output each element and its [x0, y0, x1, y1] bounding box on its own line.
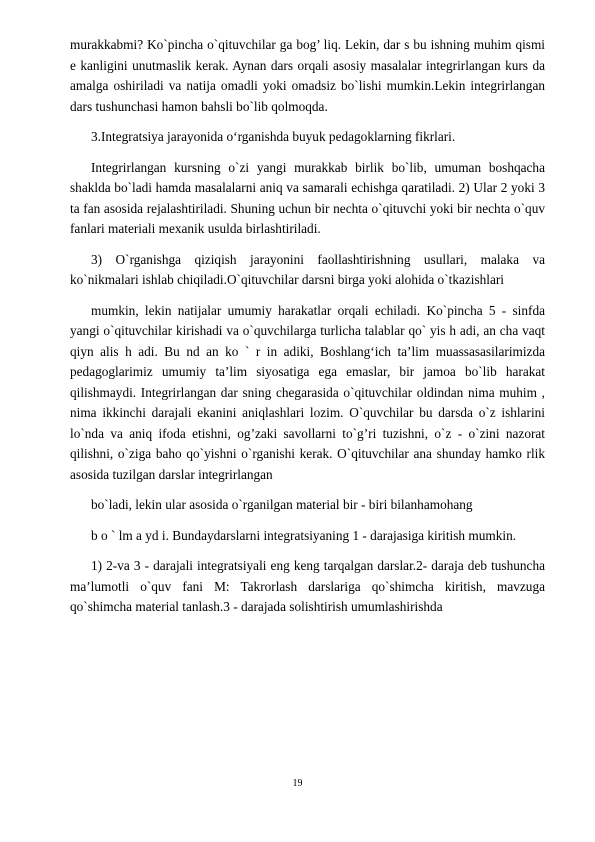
- paragraph-integrated-course: Integrirlangan kursning o`zi yangi murakkab birlik bo`lib, umuman boshqacha shaklda bo`ladi hamda masalalarni aniq va samarali echishga qaratiladi. 2) Ular 2 yoki 3 ta fan asosida rejalashtiriladi. Shuning uchun bir nechta o`qituvchi yoki bir nechta o`quv fanlari materiali mexanik usulda birlashtiriladi.: [70, 159, 545, 236]
- section-heading: 3.Integratsiya jarayonida o‘rganishda buyuk pedagoklarning fikrlari.: [91, 129, 456, 144]
- paragraph-teachers-cooperation: mumkin, lekin natijalar umumiy harakatlar orqali echiladi. Ko`pincha 5 - sinfda yangi o`qituvchilar kirishadi va o`quvchilarga turlicha talablar qo` yis h adi, an cha vaqt qiyn alis h adi. Bu nd an ko ` r in adiki, Boshlang‘ich ta’lim muassasasilarimizda pedagoglarimiz umumiy ta’lim siyosatiga ega emaslar, bir jamoa bo`lib harakat qilishmaydi. Integrirlangan dar sning chegarasida o`qituvchilar oldindan nima muhim , nima ikkinchi darajali ekanini aniqlashlari lozim. O`quvchilar bu darsda o`z ishlarini lo`nda va aniq ifoda etishni, og’zaki savollarni to`g’ri tuzishni, o`z - o`zini nazorat qilishni, o`ziga baho qo`yishni o`rganishi kerak. O`qituvchilar ana shunday hamko rlik asosida tuzilgan darslar integrirlangan: [70, 302, 545, 482]
- page-body: [70, 35, 545, 618]
- paragraph-interest-methods: 3) O`rganishga qiziqish jarayonini faollashtirishning usullari, malaka va ko`nikmalari ishlab chiqiladi.O`qituvchilar darsni birga yoki alohida o`tkazishlari: [70, 251, 545, 287]
- paragraph-continuation: murakkabmi? Ko`pincha o`qituvchilar ga bog’ liq. Lekin, dar s bu ishning muhim qismi e kanligini unutmaslik kerak. Aynan dars orqali asosiy masalalar integrirlangan kurs da amalga oshiriladi va natija omadli yoki omadsiz bo`lishi mumkin.Lekin integrirlangan dars tushunchasi hamon bahsli bo`lib qolmoqda.: [70, 37, 545, 114]
- paragraph-level-one: b o ` lm a yd i. Bundaydarslarni integratsiyaning 1 - darajasiga kiritish mumkin.: [91, 527, 517, 543]
- paragraph-levels-two-three: 1) 2-va 3 - darajali integratsiyali eng keng tarqalgan darslar.2- daraja deb tushuncha ma’lumotli o`quv fani M: Takrorlash darslariga qo`shimcha kiritish, mavzuga qo`shimcha material tanlash.3 - darajada solishtirish umumlashirishda: [70, 558, 545, 614]
- page-number: 19: [292, 778, 303, 789]
- paragraph-harmony: bo`ladi, lekin ular asosida o`rganilgan material bir - biri bilanhamohang: [91, 497, 473, 512]
